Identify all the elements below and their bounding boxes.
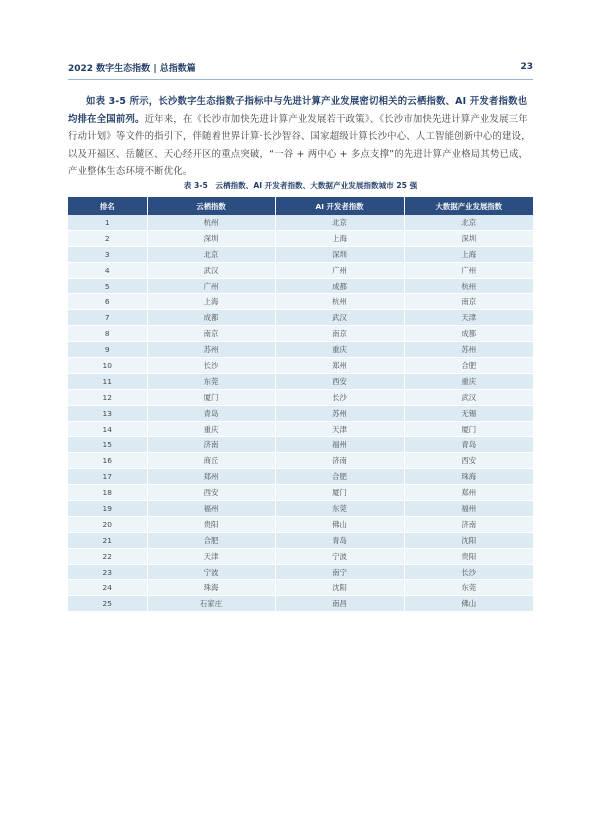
table-row <box>68 246 533 262</box>
cloud-index-city-cell: 商丘 <box>147 453 275 469</box>
table-body <box>68 215 533 612</box>
rank-cell: 14 <box>68 421 147 437</box>
ai-developer-city-cell: 深圳 <box>275 246 404 262</box>
ai-developer-city-cell: 佛山 <box>275 516 404 532</box>
cloud-index-city-cell: 青岛 <box>147 405 275 421</box>
big-data-city-cell: 杭州 <box>404 278 533 294</box>
big-data-city-cell: 深圳 <box>404 230 533 246</box>
table-header-row <box>68 197 533 215</box>
rank-cell: 4 <box>68 262 147 278</box>
big-data-city-cell: 贵阳 <box>404 548 533 564</box>
table-row <box>68 453 533 469</box>
rank-cell: 18 <box>68 485 147 501</box>
cloud-index-city-cell: 重庆 <box>147 421 275 437</box>
rank-cell: 10 <box>68 358 147 374</box>
rank-cell: 20 <box>68 516 147 532</box>
cloud-index-city-cell: 上海 <box>147 294 275 310</box>
big-data-city-cell: 上海 <box>404 246 533 262</box>
cloud-index-city-cell: 西安 <box>147 485 275 501</box>
table-caption: 表 3-5 云栖指数、AI 开发者指数、大数据产业发展指数城市 25 强 <box>183 181 418 190</box>
rank-cell: 24 <box>68 580 147 596</box>
table-row <box>68 230 533 246</box>
rank-cell: 7 <box>68 310 147 326</box>
big-data-city-cell: 苏州 <box>404 342 533 358</box>
table-row <box>68 310 533 326</box>
body-paragraph <box>68 93 533 181</box>
big-data-city-cell: 武汉 <box>404 389 533 405</box>
header-divider <box>68 79 533 80</box>
ai-developer-city-cell: 南昌 <box>275 596 404 612</box>
ranking-table <box>68 197 533 612</box>
big-data-city-cell: 西安 <box>404 453 533 469</box>
big-data-city-cell: 青岛 <box>404 437 533 453</box>
ai-developer-city-cell: 重庆 <box>275 342 404 358</box>
table-row <box>68 548 533 564</box>
ai-developer-city-cell: 天津 <box>275 421 404 437</box>
table-row <box>68 262 533 278</box>
cloud-index-city-cell: 北京 <box>147 246 275 262</box>
big-data-city-cell: 长沙 <box>404 564 533 580</box>
table-row <box>68 342 533 358</box>
big-data-city-cell: 北京 <box>404 215 533 230</box>
cloud-index-city-cell: 贵阳 <box>147 516 275 532</box>
table-row <box>68 596 533 612</box>
cloud-index-city-cell: 珠海 <box>147 580 275 596</box>
table-row <box>68 358 533 374</box>
table-row <box>68 278 533 294</box>
column-header-ai-developer-index: AI 开发者指数 <box>275 197 404 215</box>
ai-developer-city-cell: 宁波 <box>275 548 404 564</box>
column-header-cloud-index: 云栖指数 <box>147 197 275 215</box>
table-row <box>68 389 533 405</box>
table-row <box>68 326 533 342</box>
ai-developer-city-cell: 济南 <box>275 453 404 469</box>
big-data-city-cell: 广州 <box>404 262 533 278</box>
rank-cell: 22 <box>68 548 147 564</box>
rank-cell: 21 <box>68 532 147 548</box>
ai-developer-city-cell: 广州 <box>275 262 404 278</box>
cloud-index-city-cell: 厦门 <box>147 389 275 405</box>
cloud-index-city-cell: 石家庄 <box>147 596 275 612</box>
page-number: 23 <box>520 62 533 72</box>
ai-developer-city-cell: 长沙 <box>275 389 404 405</box>
big-data-city-cell: 成都 <box>404 326 533 342</box>
big-data-city-cell: 东莞 <box>404 580 533 596</box>
cloud-index-city-cell: 南京 <box>147 326 275 342</box>
rank-cell: 8 <box>68 326 147 342</box>
ai-developer-city-cell: 杭州 <box>275 294 404 310</box>
table-row <box>68 294 533 310</box>
ai-developer-city-cell: 西安 <box>275 373 404 389</box>
big-data-city-cell: 天津 <box>404 310 533 326</box>
table-row <box>68 580 533 596</box>
ai-developer-city-cell: 厦门 <box>275 485 404 501</box>
ai-developer-city-cell: 郑州 <box>275 358 404 374</box>
ai-developer-city-cell: 合肥 <box>275 469 404 485</box>
page-header <box>68 59 533 75</box>
column-header-big-data-index: 大数据产业发展指数 <box>404 197 533 215</box>
ai-developer-city-cell: 南京 <box>275 326 404 342</box>
cloud-index-city-cell: 郑州 <box>147 469 275 485</box>
rank-cell: 6 <box>68 294 147 310</box>
cloud-index-city-cell: 长沙 <box>147 358 275 374</box>
cloud-index-city-cell: 宁波 <box>147 564 275 580</box>
big-data-city-cell: 佛山 <box>404 596 533 612</box>
cloud-index-city-cell: 东莞 <box>147 373 275 389</box>
cloud-index-city-cell: 天津 <box>147 548 275 564</box>
cloud-index-city-cell: 成都 <box>147 310 275 326</box>
table-row <box>68 516 533 532</box>
rank-cell: 25 <box>68 596 147 612</box>
rank-cell: 1 <box>68 215 147 230</box>
big-data-city-cell: 珠海 <box>404 469 533 485</box>
rank-cell: 3 <box>68 246 147 262</box>
table-row <box>68 373 533 389</box>
table-row <box>68 532 533 548</box>
cloud-index-city-cell: 深圳 <box>147 230 275 246</box>
table-row <box>68 564 533 580</box>
rank-cell: 19 <box>68 501 147 517</box>
rank-cell: 12 <box>68 389 147 405</box>
cloud-index-city-cell: 广州 <box>147 278 275 294</box>
big-data-city-cell: 沈阳 <box>404 532 533 548</box>
big-data-city-cell: 厦门 <box>404 421 533 437</box>
ai-developer-city-cell: 东莞 <box>275 501 404 517</box>
ai-developer-city-cell: 上海 <box>275 230 404 246</box>
rank-cell: 13 <box>68 405 147 421</box>
big-data-city-cell: 重庆 <box>404 373 533 389</box>
table-row <box>68 215 533 230</box>
table-row <box>68 405 533 421</box>
table-row <box>68 437 533 453</box>
rank-cell: 17 <box>68 469 147 485</box>
big-data-city-cell: 合肥 <box>404 358 533 374</box>
column-header-rank: 排名 <box>68 197 147 215</box>
big-data-city-cell: 无锡 <box>404 405 533 421</box>
paragraph-lead: 如表 3-5 所示，长沙数字生态指数子指标中与先进计算产业发展密切相关的云栖指数、AI 开发者指数也均排在全国前列。 <box>68 96 528 125</box>
cloud-index-city-cell: 苏州 <box>147 342 275 358</box>
ai-developer-city-cell: 北京 <box>275 215 404 230</box>
table-row <box>68 469 533 485</box>
rank-cell: 9 <box>68 342 147 358</box>
ai-developer-city-cell: 武汉 <box>275 310 404 326</box>
ai-developer-city-cell: 成都 <box>275 278 404 294</box>
rank-cell: 11 <box>68 373 147 389</box>
ai-developer-city-cell: 苏州 <box>275 405 404 421</box>
big-data-city-cell: 郑州 <box>404 485 533 501</box>
rank-cell: 15 <box>68 437 147 453</box>
rank-cell: 23 <box>68 564 147 580</box>
rank-cell: 2 <box>68 230 147 246</box>
big-data-city-cell: 南京 <box>404 294 533 310</box>
big-data-city-cell: 济南 <box>404 516 533 532</box>
cloud-index-city-cell: 合肥 <box>147 532 275 548</box>
big-data-city-cell: 福州 <box>404 501 533 517</box>
ai-developer-city-cell: 沈阳 <box>275 580 404 596</box>
report-title: 2022 数字生态指数 | 总指数篇 <box>68 63 196 74</box>
ai-developer-city-cell: 福州 <box>275 437 404 453</box>
rank-cell: 5 <box>68 278 147 294</box>
ai-developer-city-cell: 南宁 <box>275 564 404 580</box>
ai-developer-city-cell: 青岛 <box>275 532 404 548</box>
paragraph-text: 近年来，在《长沙市加快先进计算产业发展若干政策》、《长沙市加快先进计算产业发展三年行动计划》等文件的指引下，伴随着世界计算·长沙智谷、国家超级计算长沙中心、人工智能创新中心的建设，以及开福区、岳麓区、天心经开区的重点突破，“一谷 + 两中心 + 多点支撑”的先进计算产业格局其势已成，产业整体生态环境不断优化。 <box>68 113 531 177</box>
table-row <box>68 485 533 501</box>
table-row <box>68 501 533 517</box>
cloud-index-city-cell: 济南 <box>147 437 275 453</box>
table-row <box>68 421 533 437</box>
cloud-index-city-cell: 杭州 <box>147 215 275 230</box>
rank-cell: 16 <box>68 453 147 469</box>
cloud-index-city-cell: 武汉 <box>147 262 275 278</box>
cloud-index-city-cell: 福州 <box>147 501 275 517</box>
